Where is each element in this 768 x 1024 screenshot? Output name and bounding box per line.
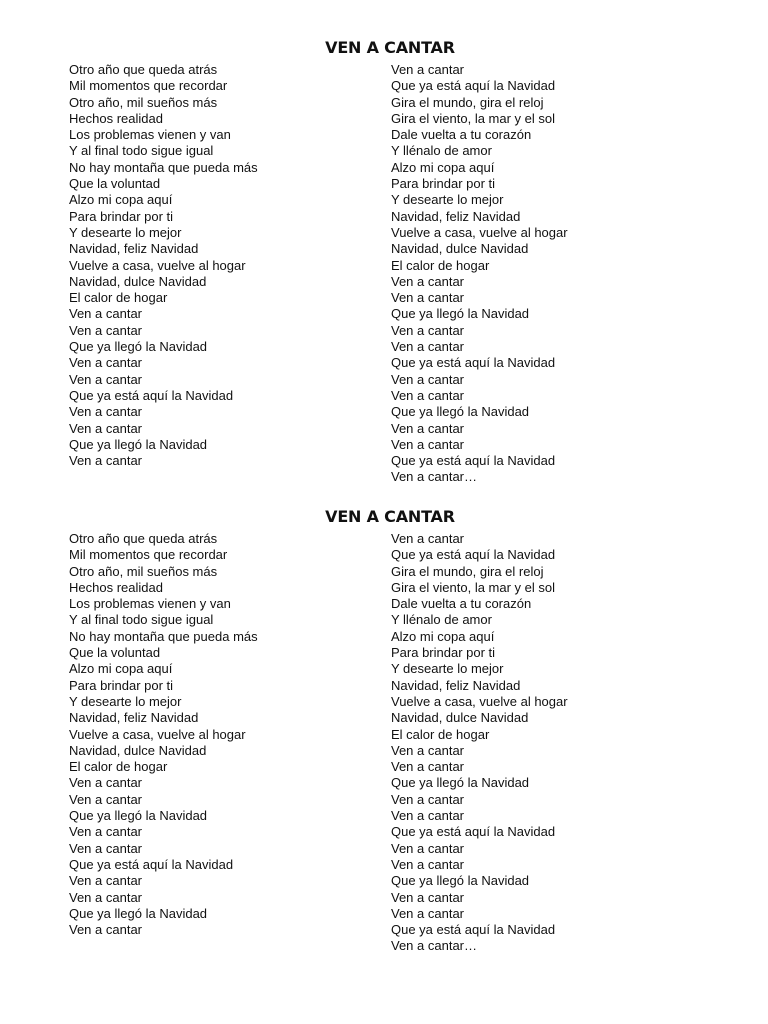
lyric-line: Que ya llegó la Navidad xyxy=(391,404,530,420)
lyric-line: Ven a cantar xyxy=(391,808,464,824)
lyric-line: Ven a cantar xyxy=(391,759,464,775)
lyric-line: Que ya llegó la Navidad xyxy=(69,808,208,824)
lyric-line: Navidad, feliz Navidad xyxy=(391,677,521,693)
lyric-line: No hay montaña que pueda más xyxy=(69,159,258,175)
lyric-line: Para brindar por ti xyxy=(69,208,174,224)
lyric-line: Que la voluntad xyxy=(69,645,161,661)
lyric-line: Ven a cantar xyxy=(69,873,142,889)
lyric-line: El calor de hogar xyxy=(391,726,490,742)
lyric-line: Mil momentos que recordar xyxy=(69,547,228,563)
lyric-line: Y desearte lo mejor xyxy=(69,693,182,709)
lyric-line: Que ya llegó la Navidad xyxy=(69,339,208,355)
lyric-line: Ven a cantar… xyxy=(391,938,477,954)
lyric-line: Navidad, feliz Navidad xyxy=(69,710,199,726)
lyric-line: Que ya llegó la Navidad xyxy=(391,306,530,322)
lyrics-column-right xyxy=(391,62,711,486)
lyric-line: Navidad, feliz Navidad xyxy=(391,208,521,224)
lyric-line: Otro año, mil sueños más xyxy=(69,94,218,110)
lyric-line: Ven a cantar xyxy=(69,322,142,338)
lyric-line: El calor de hogar xyxy=(69,290,168,306)
lyric-line: Y al final todo sigue igual xyxy=(69,612,214,628)
lyric-line: Ven a cantar xyxy=(391,322,464,338)
lyric-line: Y desearte lo mejor xyxy=(391,192,504,208)
lyric-line: Ven a cantar xyxy=(69,404,142,420)
lyric-line: Ven a cantar xyxy=(391,290,464,306)
lyric-line: Ven a cantar xyxy=(69,306,142,322)
lyric-line: Navidad, dulce Navidad xyxy=(391,710,529,726)
lyric-line: Ven a cantar xyxy=(69,775,142,791)
lyric-line: Ven a cantar xyxy=(69,922,142,938)
lyric-line: Vuelve a casa, vuelve al hogar xyxy=(69,257,246,273)
lyric-line: Mil momentos que recordar xyxy=(69,78,228,94)
lyric-line: Ven a cantar xyxy=(391,273,464,289)
lyric-line: Los problemas vienen y van xyxy=(69,596,231,612)
lyric-line: Para brindar por ti xyxy=(391,176,496,192)
lyric-line: Dale vuelta a tu corazón xyxy=(391,127,532,143)
lyric-line: Que ya está aquí la Navidad xyxy=(69,387,234,403)
lyric-line: Otro año, mil sueños más xyxy=(69,563,218,579)
lyric-line: Ven a cantar xyxy=(391,62,464,77)
lyric-line: Para brindar por ti xyxy=(69,677,174,693)
lyric-line: Y llénalo de amor xyxy=(391,143,492,159)
lyric-line: Ven a cantar xyxy=(69,824,142,840)
lyric-line: Dale vuelta a tu corazón xyxy=(391,596,532,612)
lyric-line: Gira el mundo, gira el reloj xyxy=(391,563,544,579)
lyric-line: Y desearte lo mejor xyxy=(391,661,504,677)
lyric-line: Ven a cantar xyxy=(391,436,464,452)
lyric-line: Vuelve a casa, vuelve al hogar xyxy=(391,693,568,709)
lyric-line: Que ya está aquí la Navidad xyxy=(391,355,556,371)
song-title: VEN A CANTAR xyxy=(325,38,455,57)
lyric-line: Que ya está aquí la Navidad xyxy=(391,547,556,563)
lyric-line: Que ya está aquí la Navidad xyxy=(391,453,556,469)
lyric-line: Navidad, dulce Navidad xyxy=(69,273,207,289)
lyric-line: Ven a cantar xyxy=(391,387,464,403)
lyric-line: Navidad, feliz Navidad xyxy=(69,241,199,257)
lyric-line: Ven a cantar xyxy=(69,791,142,807)
lyric-line: Que ya está aquí la Navidad xyxy=(391,922,556,938)
lyric-line: El calor de hogar xyxy=(391,257,490,273)
lyrics-column-left xyxy=(69,62,369,469)
lyric-line: Vuelve a casa, vuelve al hogar xyxy=(69,726,246,742)
lyric-line: Hechos realidad xyxy=(69,579,163,595)
lyric-line: Los problemas vienen y van xyxy=(69,127,231,143)
lyric-line: Otro año que queda atrás xyxy=(69,62,218,77)
lyric-line: Y desearte lo mejor xyxy=(69,224,182,240)
lyric-line: Hechos realidad xyxy=(69,110,163,126)
lyric-line: Que ya llegó la Navidad xyxy=(391,775,530,791)
lyric-line: Navidad, dulce Navidad xyxy=(391,241,529,257)
lyric-line: Ven a cantar xyxy=(391,905,464,921)
lyric-line: El calor de hogar xyxy=(69,759,168,775)
lyric-line: Que ya llegó la Navidad xyxy=(391,873,530,889)
lyrics-column-right xyxy=(391,531,711,955)
lyric-line: Que ya está aquí la Navidad xyxy=(391,824,556,840)
lyric-line: Ven a cantar xyxy=(69,889,142,905)
lyric-line: Ven a cantar xyxy=(391,742,464,758)
lyric-line: Gira el mundo, gira el reloj xyxy=(391,94,544,110)
song-title: VEN A CANTAR xyxy=(325,507,455,526)
lyric-line: Ven a cantar xyxy=(391,889,464,905)
lyric-line: Alzo mi copa aquí xyxy=(391,628,495,644)
lyric-line: Ven a cantar xyxy=(391,791,464,807)
lyric-line: Que ya llegó la Navidad xyxy=(69,436,208,452)
lyric-line: Que la voluntad xyxy=(69,176,161,192)
lyric-line: No hay montaña que pueda más xyxy=(69,628,258,644)
lyric-line: Alzo mi copa aquí xyxy=(391,159,495,175)
lyric-line: Ven a cantar xyxy=(69,371,142,387)
lyric-line: Que ya está aquí la Navidad xyxy=(69,856,234,872)
lyric-line: Navidad, dulce Navidad xyxy=(69,742,207,758)
lyric-line: Alzo mi copa aquí xyxy=(69,661,173,677)
lyric-line: Vuelve a casa, vuelve al hogar xyxy=(391,224,568,240)
lyric-line: Que ya está aquí la Navidad xyxy=(391,78,556,94)
lyric-line: Ven a cantar xyxy=(69,420,142,436)
lyric-line: Ven a cantar xyxy=(391,339,464,355)
lyric-line: Y llénalo de amor xyxy=(391,612,492,628)
lyric-line: Que ya llegó la Navidad xyxy=(69,905,208,921)
lyric-line: Y al final todo sigue igual xyxy=(69,143,214,159)
lyric-line: Ven a cantar xyxy=(69,355,142,371)
lyrics-column-left xyxy=(69,531,369,938)
lyric-line: Gira el viento, la mar y el sol xyxy=(391,110,556,126)
lyric-line: Ven a cantar xyxy=(391,420,464,436)
lyric-line: Ven a cantar… xyxy=(391,469,477,485)
lyric-line: Ven a cantar xyxy=(69,453,142,469)
lyric-line: Ven a cantar xyxy=(69,840,142,856)
lyric-line: Gira el viento, la mar y el sol xyxy=(391,579,556,595)
lyric-line: Alzo mi copa aquí xyxy=(69,192,173,208)
lyric-line: Otro año que queda atrás xyxy=(69,531,218,546)
lyric-line: Ven a cantar xyxy=(391,856,464,872)
lyric-line: Ven a cantar xyxy=(391,371,464,387)
lyric-line: Para brindar por ti xyxy=(391,645,496,661)
lyric-line: Ven a cantar xyxy=(391,840,464,856)
lyric-line: Ven a cantar xyxy=(391,531,464,546)
